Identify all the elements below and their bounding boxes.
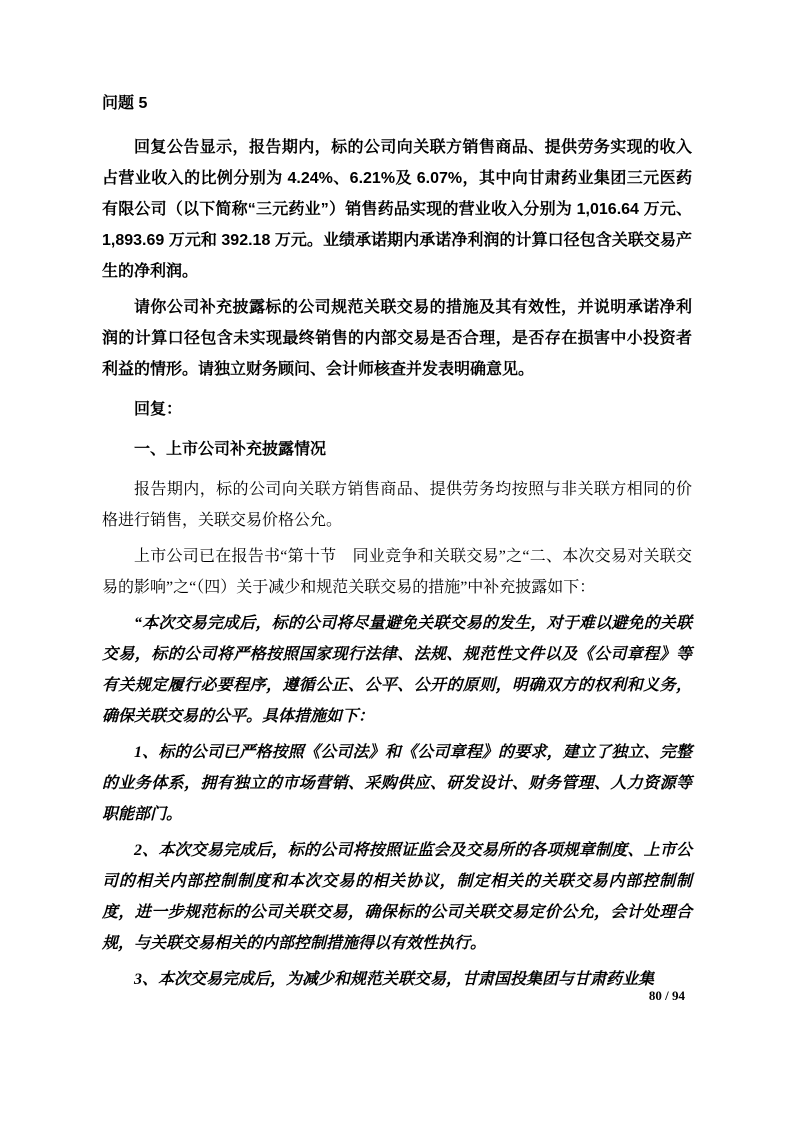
question-heading: 问题 5 [102,95,148,112]
reply-paragraph-2: 上市公司已在报告书“第十节 同业竞争和关联交易”之“二、本次交易对关联交易的影响”之“（四）关于减少和规范关联交易的措施”中补充披露如下： [102,548,692,596]
reply-paragraph-1: 报告期内，标的公司向关联方销售商品、提供劳务均按照与非关联方相同的价格进行销售，关联交易价格公允。 [102,481,692,529]
page-number: 80 / 94 [648,988,685,1003]
quoted-paragraph-2: 1、标的公司已严格按照《公司法》和《公司章程》的要求，建立了独立、完整的业务体系，拥有独立的市场营销、采购供应、研发设计、财务管理、人力资源等职能部门。 [102,744,692,823]
section-heading: 一、上市公司补充披露情况 [134,441,327,458]
document-content [102,88,692,1000]
inquiry-paragraph-1: 回复公告显示，报告期内，标的公司向关联方销售商品、提供劳务实现的收入占营业收入的比例分别为 4.24%、6.21%及 6.07%，其中向甘肃药业集团三元医药有限公司（以下简称“三元药业”）销售药品实现的营业收入分别为 1,016.64 万元、1,893.69 万元和 392.18 万元。业绩承诺期内承诺净利润的计算口径包含关联交易产生的净利润。 [102,139,692,280]
quoted-paragraph-3: 2、本次交易完成后，标的公司将按照证监会及交易所的各项规章制度、上市公司的相关内部控制制度和本次交易的相关协议，制定相关的关联交易内部控制制度，进一步规范标的公司关联交易，确保标的公司关联交易定价公允，会计处理合规，与关联交易相关的内部控制措施得以有效性执行。 [102,842,692,952]
reply-heading: 回复： [134,401,183,418]
inquiry-paragraph-2: 请你公司补充披露标的公司规范关联交易的措施及其有效性，并说明承诺净利润的计算口径包含未实现最终销售的内部交易是否合理，是否存在损害中小投资者利益的情形。请独立财务顾问、会计师核查并发表明确意见。 [102,299,692,378]
quoted-paragraph-4: 3、本次交易完成后，为减少和规范关联交易，甘肃国投集团与甘肃药业集 [134,971,655,988]
quoted-paragraph-1: “本次交易完成后，标的公司将尽量避免关联交易的发生，对于难以避免的关联交易，标的公司将严格按照国家现行法律、法规、规范性文件以及《公司章程》等有关规定履行必要程序，遵循公正、公平、公开的原则，明确双方的权利和义务，确保关联交易的公平。具体措施如下： [102,615,692,725]
